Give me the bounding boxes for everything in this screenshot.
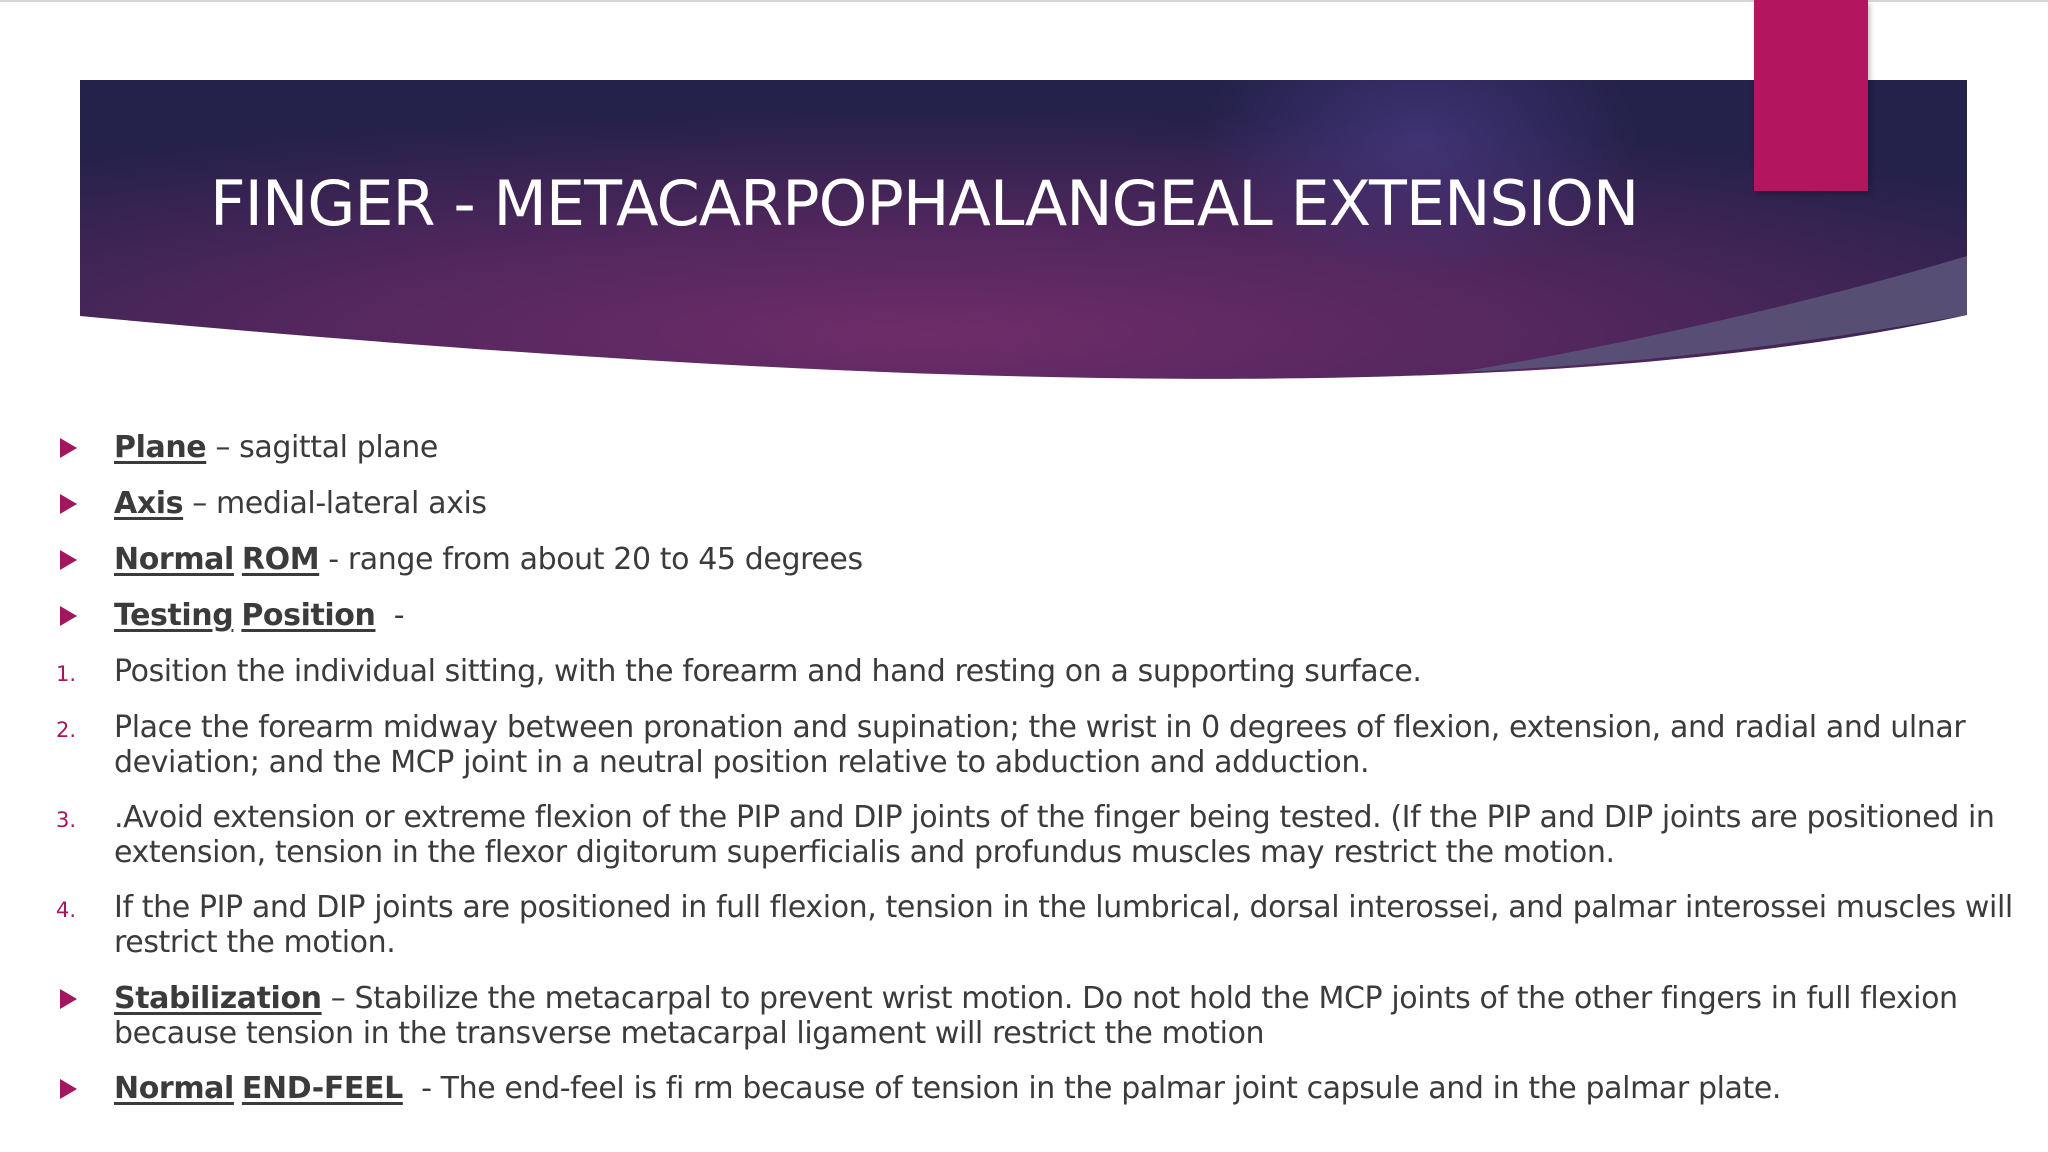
- item-text-line: – Stabilize the metacarpal to prevent wrist motion. Do not hold the MCP joints of the other fingers in full flexion: [321, 981, 1958, 1016]
- item-text-line: .Avoid extension or extreme flexion of the PIP and DIP joints of the finger being tested. (If the PIP and DIP joints are positioned in: [114, 800, 1995, 835]
- step-number: 3.: [56, 808, 77, 832]
- item-text-line: If the PIP and DIP joints are positioned in full flexion, tension in the lumbrical, dorsal interossei, and palmar interossei muscles will: [114, 890, 2013, 925]
- item-text-line: Place the forearm midway between pronation and supination; the wrist in 0 degrees of flexion, extension, and radial and ulnar: [114, 710, 1966, 745]
- list-item-step-2: [56, 710, 2014, 780]
- list-item-step-4: [56, 890, 2014, 960]
- triangle-bullet-icon: [56, 1071, 114, 1107]
- item-text: - range from about 20 to 45 degrees: [319, 542, 863, 577]
- triangle-bullet-icon: [56, 981, 114, 1017]
- triangle-bullet-icon: [56, 430, 114, 466]
- list-item-normal-rom: [56, 542, 2014, 577]
- item-text: -: [375, 598, 405, 633]
- item-text-line: deviation; and the MCP joint in a neutral position relative to abduction and adduction.: [114, 745, 1370, 780]
- slide-title: FINGER - METACARPOPHALANGEAL EXTENSION: [210, 167, 1639, 240]
- list-item-axis: [56, 486, 2014, 521]
- step-number: 4.: [56, 898, 77, 922]
- list-item-plane: [56, 430, 2014, 465]
- triangle-bullet-icon: [56, 542, 114, 578]
- list-item-end-feel: [56, 1071, 2014, 1106]
- list-item-testing-position: [56, 598, 2014, 633]
- list-item-step-3: [56, 800, 2014, 870]
- keyword-normal: Normal: [114, 542, 234, 577]
- step-number: 1.: [56, 662, 77, 686]
- keyword-normal: Normal: [114, 1071, 234, 1106]
- keyword-rom: ROM: [241, 542, 320, 577]
- triangle-bullet-icon: [56, 486, 114, 522]
- keyword-testing: Testing: [114, 598, 234, 633]
- list-item-step-1: [56, 654, 2014, 689]
- item-text: – medial-lateral axis: [183, 486, 487, 521]
- list-item-stabilization: [56, 981, 2014, 1051]
- item-text: – sagittal plane: [206, 430, 438, 465]
- keyword-axis: Axis: [114, 486, 184, 521]
- step-number: 2.: [56, 718, 77, 742]
- keyword-stabilization: Stabilization: [114, 981, 322, 1016]
- item-text: - The end-feel is fi rm because of tension in the palmar joint capsule and in the palmar plate.: [402, 1071, 1782, 1106]
- top-border: [0, 0, 2048, 2]
- triangle-bullet-icon: [56, 598, 114, 634]
- keyword-end-feel: END-FEEL: [241, 1071, 403, 1106]
- accent-tab: [1754, 0, 1868, 191]
- keyword-plane: Plane: [114, 430, 207, 465]
- item-text-line: extension, tension in the flexor digitorum superficialis and profundus muscles may restrict the motion.: [114, 835, 1615, 870]
- item-text-line: restrict the motion.: [114, 925, 396, 960]
- item-text: Position the individual sitting, with the forearm and hand resting on a supporting surface.: [114, 654, 1422, 689]
- item-text-line: because tension in the transverse metacarpal ligament will restrict the motion: [114, 1016, 1265, 1051]
- keyword-position: Position: [241, 598, 376, 633]
